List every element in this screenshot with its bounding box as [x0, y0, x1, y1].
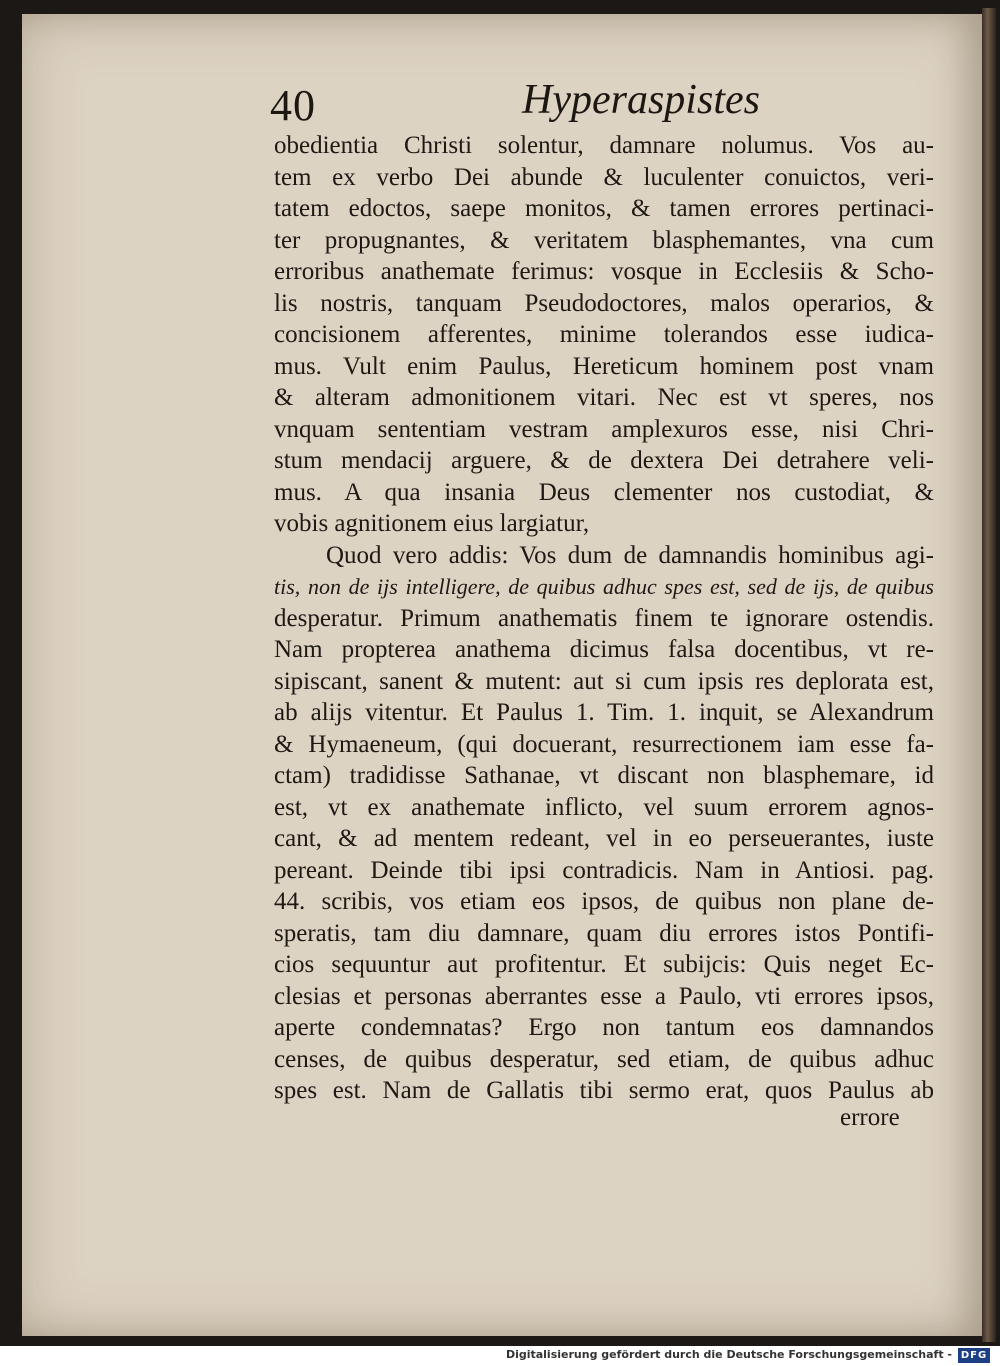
running-title: Hyperaspistes [522, 77, 760, 123]
text-line: mus. A qua insania Deus clementer nos custodiat, & [274, 478, 934, 506]
quoted-italic-line: tis, non de ijs intelligere, de quibus adhuc spes est, sed de ijs, de quibus [274, 574, 934, 599]
text-line: ter propugnantes, & veritatem blasphemantes, vna cum [274, 226, 934, 254]
text-line: erroribus anathemate ferimus: vosque in Ecclesiis & Scho- [274, 258, 934, 285]
text-line: spes est. Nam de Gallatis tibi sermo erat, quos Paulus ab [274, 1077, 934, 1104]
page-number: 40 [270, 81, 316, 130]
text-line: mus. Vult enim Paulus, Hereticum hominem post vnam [274, 352, 934, 380]
text-line: desperatur. Primum anathematis finem te ignorare ostendis. [274, 604, 934, 632]
text-line: clesias et personas aberrantes esse a Paulo, vti errores ipsos, [274, 982, 934, 1010]
catchword: errore [840, 1104, 900, 1131]
text-line: Nam propterea anathema dicimus falsa docentibus, vt re- [274, 636, 934, 663]
paragraph-start-line: Quod vero addis: Vos dum de damnandis hominibus agi- [326, 541, 934, 569]
text-line: tatem edoctos, saepe monitos, & tamen errores pertinaci- [274, 195, 934, 222]
text-line: obedientia Christi solentur, damnare nolumus. Vos au- [274, 132, 934, 159]
page-header [270, 76, 970, 134]
text-line: pereant. Deinde tibi ipsi contradicis. Nam in Antiosi. pag. [274, 856, 934, 884]
digitization-footer [0, 1346, 1000, 1366]
text-line: & Hymaeneum, (qui docuerant, resurrectionem iam esse fa- [274, 730, 934, 758]
text-line: cios sequuntur aut profitentur. Et subijcis: Quis neget Ec- [274, 951, 934, 978]
text-line: vobis agnitionem eius largiatur, [274, 510, 590, 537]
text-line: ab alijs vitentur. Et Paulus 1. Tim. 1. inquit, se Alexandrum [274, 699, 934, 726]
dfg-logo-icon: DFG [958, 1348, 990, 1363]
body-text [274, 130, 934, 1107]
text-line: censes, de quibus desperatur, sed etiam, de quibus adhuc [274, 1045, 934, 1073]
text-line: tem ex verbo Dei abunde & luculenter conuictos, veri- [274, 163, 934, 191]
text-line: lis nostris, tanquam Pseudodoctores, malos operarios, & [274, 289, 934, 317]
text-line: 44. scribis, vos etiam eos ipsos, de quibus non plane de- [274, 888, 934, 915]
text-line: est, vt ex anathemate inflicto, vel suum errorem agnos- [274, 793, 934, 821]
text-line: aperte condemnatas? Ergo non tantum eos damnandos [274, 1014, 934, 1041]
text-line: speratis, tam diu damnare, quam diu errores istos Pontifi- [274, 919, 934, 947]
text-line: sipiscant, sanent & mutent: aut si cum ipsis res deplorata est, [274, 667, 934, 695]
text-line: ctam) tradidisse Sathanae, vt discant non blasphemare, id [274, 762, 934, 789]
book-page-edge [982, 8, 996, 1342]
text-line: stum mendacij arguere, & de dextera Dei detrahere veli- [274, 447, 934, 474]
text-line: concisionem afferentes, minime tolerandos esse iudica- [274, 321, 934, 348]
text-line: cant, & ad mentem redeant, vel in eo perseuerantes, iuste [274, 825, 934, 852]
text-line: & alteram admonitionem vitari. Nec est vt speres, nos [274, 384, 934, 411]
funding-credit: Digitalisierung gefördert durch die Deutsche Forschungsgemeinschaft - [505, 1348, 952, 1361]
text-line: vnquam sententiam vestram amplexuros esse, nisi Chri- [274, 415, 934, 443]
